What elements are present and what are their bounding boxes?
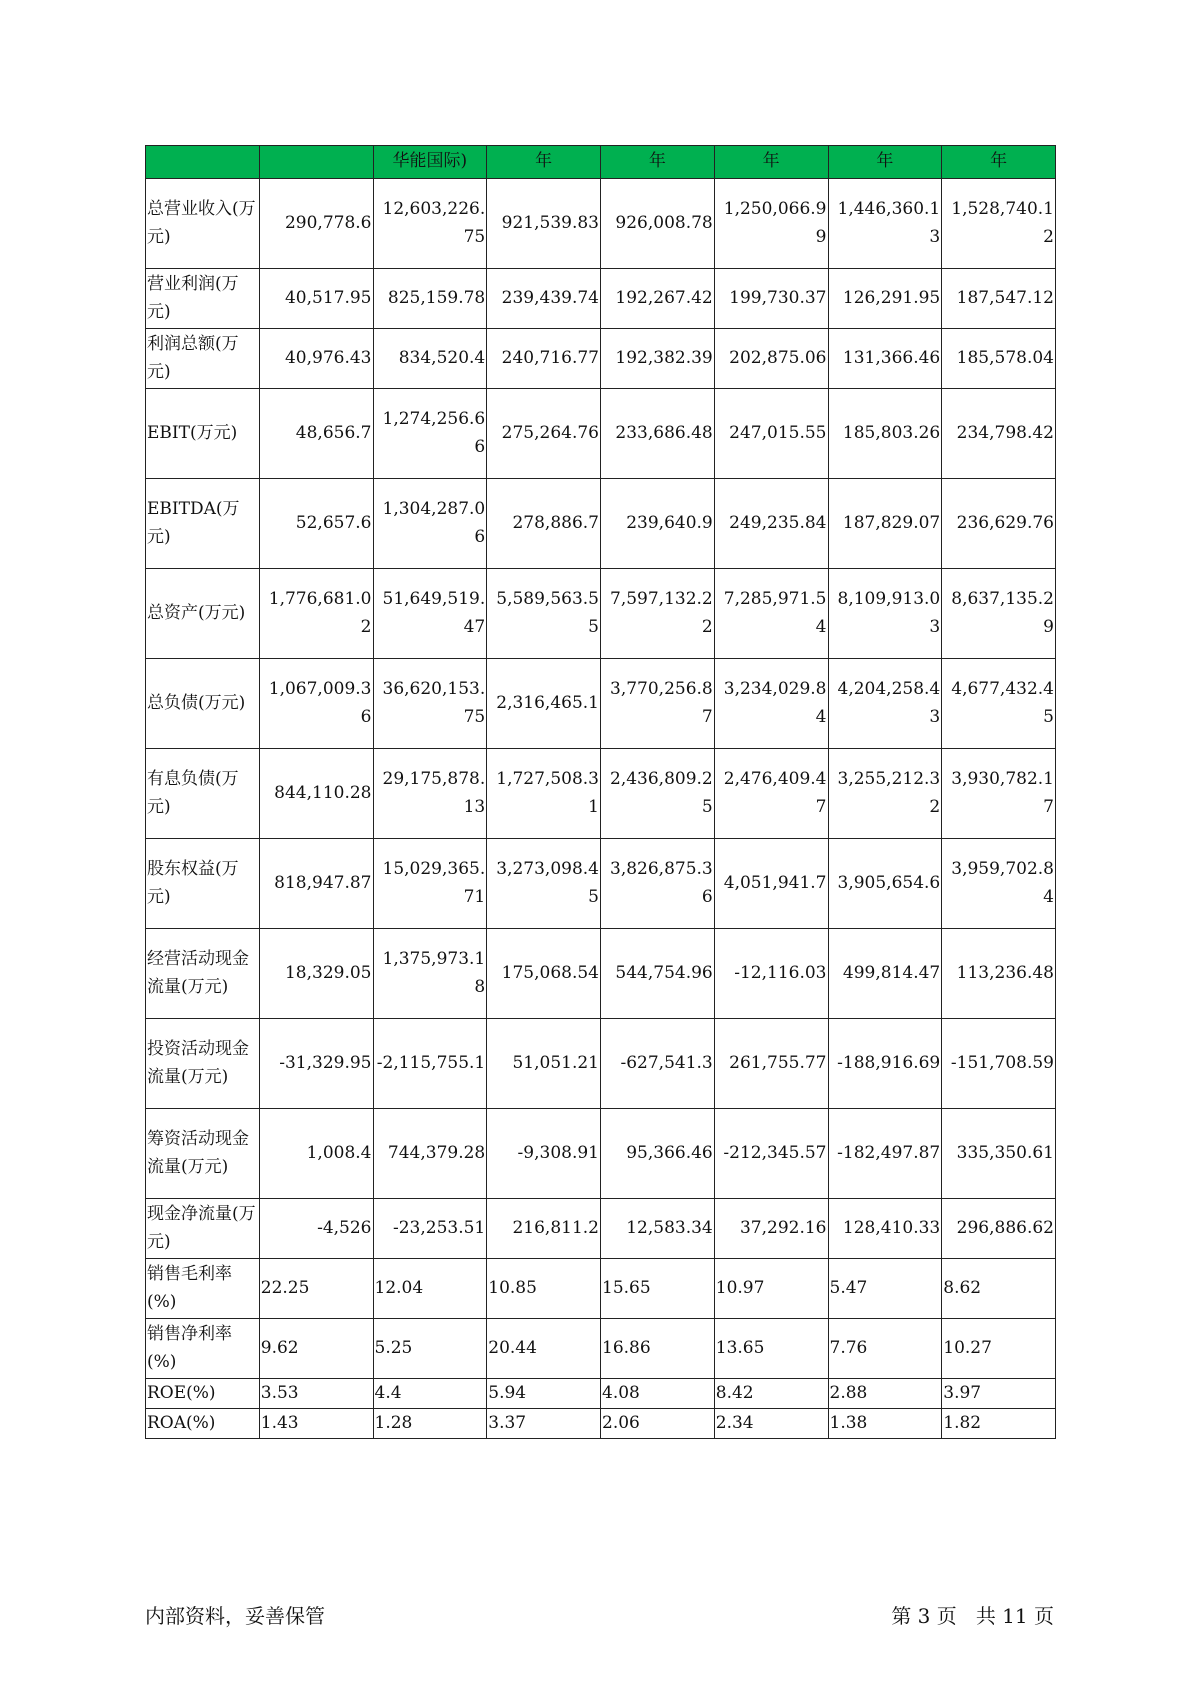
table-row xyxy=(146,569,1056,659)
value-cell: 234,798.42 xyxy=(942,389,1056,479)
value-cell: 834,520.4 xyxy=(373,329,487,389)
metric-label: 营业利润(万元) xyxy=(146,269,260,329)
metric-label: ROE(%) xyxy=(146,1379,260,1409)
value-cell: 278,886.7 xyxy=(487,479,601,569)
value-cell: 1,446,360.13 xyxy=(828,179,942,269)
value-cell: 12,583.34 xyxy=(601,1199,715,1259)
value-cell: 13.65 xyxy=(714,1319,828,1379)
table-row xyxy=(146,749,1056,839)
value-cell: 3,273,098.45 xyxy=(487,839,601,929)
metric-label: 总营业收入(万元) xyxy=(146,179,260,269)
table-header xyxy=(146,146,1056,179)
table-row xyxy=(146,929,1056,1019)
value-cell: 4,677,432.45 xyxy=(942,659,1056,749)
value-cell: 128,410.33 xyxy=(828,1199,942,1259)
table-row xyxy=(146,269,1056,329)
value-cell: 5.25 xyxy=(373,1319,487,1379)
value-cell: 1.82 xyxy=(942,1409,1056,1439)
table-body xyxy=(146,179,1056,1439)
value-cell: 2,476,409.47 xyxy=(714,749,828,839)
value-cell: 296,886.62 xyxy=(942,1199,1056,1259)
value-cell: 8.42 xyxy=(714,1379,828,1409)
value-cell: 192,382.39 xyxy=(601,329,715,389)
value-cell: -31,329.95 xyxy=(259,1019,373,1109)
value-cell: 239,439.74 xyxy=(487,269,601,329)
value-cell: 3,826,875.36 xyxy=(601,839,715,929)
header-cell: 年 xyxy=(714,146,828,179)
value-cell: 15,029,365.71 xyxy=(373,839,487,929)
value-cell: -12,116.03 xyxy=(714,929,828,1019)
table-row xyxy=(146,1379,1056,1409)
header-cell: 年 xyxy=(487,146,601,179)
value-cell: 3,255,212.32 xyxy=(828,749,942,839)
value-cell: 1,776,681.02 xyxy=(259,569,373,659)
table-row xyxy=(146,179,1056,269)
value-cell: 8,637,135.29 xyxy=(942,569,1056,659)
value-cell: 2,316,465.1 xyxy=(487,659,601,749)
value-cell: 3.97 xyxy=(942,1379,1056,1409)
value-cell: 233,686.48 xyxy=(601,389,715,479)
value-cell: 12,603,226.75 xyxy=(373,179,487,269)
value-cell: 3.53 xyxy=(259,1379,373,1409)
value-cell: 3,905,654.6 xyxy=(828,839,942,929)
value-cell: 4.4 xyxy=(373,1379,487,1409)
value-cell: 290,778.6 xyxy=(259,179,373,269)
value-cell: 37,292.16 xyxy=(714,1199,828,1259)
value-cell: 40,976.43 xyxy=(259,329,373,389)
value-cell: 236,629.76 xyxy=(942,479,1056,569)
footer-page-number: 第 3 页 共 11 页 xyxy=(891,1604,1054,1628)
header-cell: 年 xyxy=(942,146,1056,179)
table-row xyxy=(146,479,1056,569)
value-cell: 216,811.2 xyxy=(487,1199,601,1259)
value-cell: 9.62 xyxy=(259,1319,373,1379)
value-cell: -4,526 xyxy=(259,1199,373,1259)
metric-label: EBIT(万元) xyxy=(146,389,260,479)
value-cell: 185,803.26 xyxy=(828,389,942,479)
value-cell: -23,253.51 xyxy=(373,1199,487,1259)
value-cell: 192,267.42 xyxy=(601,269,715,329)
value-cell: 3,930,782.17 xyxy=(942,749,1056,839)
metric-label: 筹资活动现金流量(万元) xyxy=(146,1109,260,1199)
value-cell: 187,829.07 xyxy=(828,479,942,569)
value-cell: 199,730.37 xyxy=(714,269,828,329)
table-row xyxy=(146,1109,1056,1199)
table-row xyxy=(146,1019,1056,1109)
table-row xyxy=(146,329,1056,389)
value-cell: 95,366.46 xyxy=(601,1109,715,1199)
value-cell: 4,051,941.7 xyxy=(714,839,828,929)
value-cell: 1,250,066.99 xyxy=(714,179,828,269)
value-cell: 18,329.05 xyxy=(259,929,373,1019)
value-cell: 844,110.28 xyxy=(259,749,373,839)
table-row xyxy=(146,1409,1056,1439)
metric-label: 有息负债(万元) xyxy=(146,749,260,839)
value-cell: -151,708.59 xyxy=(942,1019,1056,1109)
value-cell: 187,547.12 xyxy=(942,269,1056,329)
value-cell: 8,109,913.03 xyxy=(828,569,942,659)
table-row xyxy=(146,389,1056,479)
value-cell: 10.27 xyxy=(942,1319,1056,1379)
value-cell: 1,304,287.06 xyxy=(373,479,487,569)
header-cell: 华能国际) xyxy=(373,146,487,179)
value-cell: 247,015.55 xyxy=(714,389,828,479)
value-cell: 926,008.78 xyxy=(601,179,715,269)
metric-label: 销售毛利率(%) xyxy=(146,1259,260,1319)
value-cell: 4.08 xyxy=(601,1379,715,1409)
value-cell: -2,115,755.1 xyxy=(373,1019,487,1109)
header-cell: 年 xyxy=(828,146,942,179)
value-cell: 240,716.77 xyxy=(487,329,601,389)
value-cell: 12.04 xyxy=(373,1259,487,1319)
metric-label: EBITDA(万元) xyxy=(146,479,260,569)
value-cell: 2.06 xyxy=(601,1409,715,1439)
value-cell: 3,770,256.87 xyxy=(601,659,715,749)
table-row xyxy=(146,659,1056,749)
value-cell: 48,656.7 xyxy=(259,389,373,479)
metric-label: 总资产(万元) xyxy=(146,569,260,659)
value-cell: 131,366.46 xyxy=(828,329,942,389)
value-cell: 275,264.76 xyxy=(487,389,601,479)
table-row xyxy=(146,839,1056,929)
value-cell: 40,517.95 xyxy=(259,269,373,329)
table-row xyxy=(146,1319,1056,1379)
value-cell: 2,436,809.25 xyxy=(601,749,715,839)
value-cell: 1.28 xyxy=(373,1409,487,1439)
value-cell: 8.62 xyxy=(942,1259,1056,1319)
value-cell: 51,649,519.47 xyxy=(373,569,487,659)
value-cell: 4,204,258.43 xyxy=(828,659,942,749)
header-row xyxy=(146,146,1056,179)
value-cell: 1,528,740.12 xyxy=(942,179,1056,269)
value-cell: 1.43 xyxy=(259,1409,373,1439)
metric-label: 投资活动现金流量(万元) xyxy=(146,1019,260,1109)
metric-label: 经营活动现金流量(万元) xyxy=(146,929,260,1019)
value-cell: 261,755.77 xyxy=(714,1019,828,1109)
header-cell xyxy=(259,146,373,179)
value-cell: 22.25 xyxy=(259,1259,373,1319)
value-cell: 825,159.78 xyxy=(373,269,487,329)
value-cell: 5.94 xyxy=(487,1379,601,1409)
table-row xyxy=(146,1199,1056,1259)
value-cell: 3.37 xyxy=(487,1409,601,1439)
value-cell: -188,916.69 xyxy=(828,1019,942,1109)
value-cell: -182,497.87 xyxy=(828,1109,942,1199)
value-cell: 3,234,029.84 xyxy=(714,659,828,749)
metric-label: 总负债(万元) xyxy=(146,659,260,749)
value-cell: 2.34 xyxy=(714,1409,828,1439)
value-cell: 544,754.96 xyxy=(601,929,715,1019)
value-cell: 36,620,153.75 xyxy=(373,659,487,749)
value-cell: 10.97 xyxy=(714,1259,828,1319)
metric-label: 现金净流量(万元) xyxy=(146,1199,260,1259)
value-cell: -627,541.3 xyxy=(601,1019,715,1109)
footer-confidential-note: 内部资料，妥善保管 xyxy=(145,1604,325,1628)
header-cell: 年 xyxy=(601,146,715,179)
value-cell: -9,308.91 xyxy=(487,1109,601,1199)
value-cell: 185,578.04 xyxy=(942,329,1056,389)
value-cell: -212,345.57 xyxy=(714,1109,828,1199)
value-cell: 7.76 xyxy=(828,1319,942,1379)
metric-label: 利润总额(万元) xyxy=(146,329,260,389)
value-cell: 5.47 xyxy=(828,1259,942,1319)
value-cell: 7,597,132.22 xyxy=(601,569,715,659)
value-cell: 126,291.95 xyxy=(828,269,942,329)
table-row xyxy=(146,1259,1056,1319)
financial-data-table xyxy=(145,145,1056,1439)
value-cell: 2.88 xyxy=(828,1379,942,1409)
value-cell: 20.44 xyxy=(487,1319,601,1379)
metric-label: ROA(%) xyxy=(146,1409,260,1439)
value-cell: 239,640.9 xyxy=(601,479,715,569)
value-cell: 818,947.87 xyxy=(259,839,373,929)
value-cell: 113,236.48 xyxy=(942,929,1056,1019)
value-cell: 202,875.06 xyxy=(714,329,828,389)
value-cell: 16.86 xyxy=(601,1319,715,1379)
value-cell: 15.65 xyxy=(601,1259,715,1319)
value-cell: 52,657.6 xyxy=(259,479,373,569)
value-cell: 175,068.54 xyxy=(487,929,601,1019)
value-cell: 499,814.47 xyxy=(828,929,942,1019)
value-cell: 1,274,256.66 xyxy=(373,389,487,479)
header-cell xyxy=(146,146,260,179)
metric-label: 销售净利率(%) xyxy=(146,1319,260,1379)
value-cell: 1,008.4 xyxy=(259,1109,373,1199)
value-cell: 51,051.21 xyxy=(487,1019,601,1109)
value-cell: 3,959,702.84 xyxy=(942,839,1056,929)
value-cell: 10.85 xyxy=(487,1259,601,1319)
value-cell: 1,375,973.18 xyxy=(373,929,487,1019)
value-cell: 921,539.83 xyxy=(487,179,601,269)
value-cell: 1,727,508.31 xyxy=(487,749,601,839)
value-cell: 5,589,563.55 xyxy=(487,569,601,659)
metric-label: 股东权益(万元) xyxy=(146,839,260,929)
value-cell: 7,285,971.54 xyxy=(714,569,828,659)
value-cell: 249,235.84 xyxy=(714,479,828,569)
value-cell: 1.38 xyxy=(828,1409,942,1439)
value-cell: 335,350.61 xyxy=(942,1109,1056,1199)
value-cell: 744,379.28 xyxy=(373,1109,487,1199)
value-cell: 29,175,878.13 xyxy=(373,749,487,839)
value-cell: 1,067,009.36 xyxy=(259,659,373,749)
